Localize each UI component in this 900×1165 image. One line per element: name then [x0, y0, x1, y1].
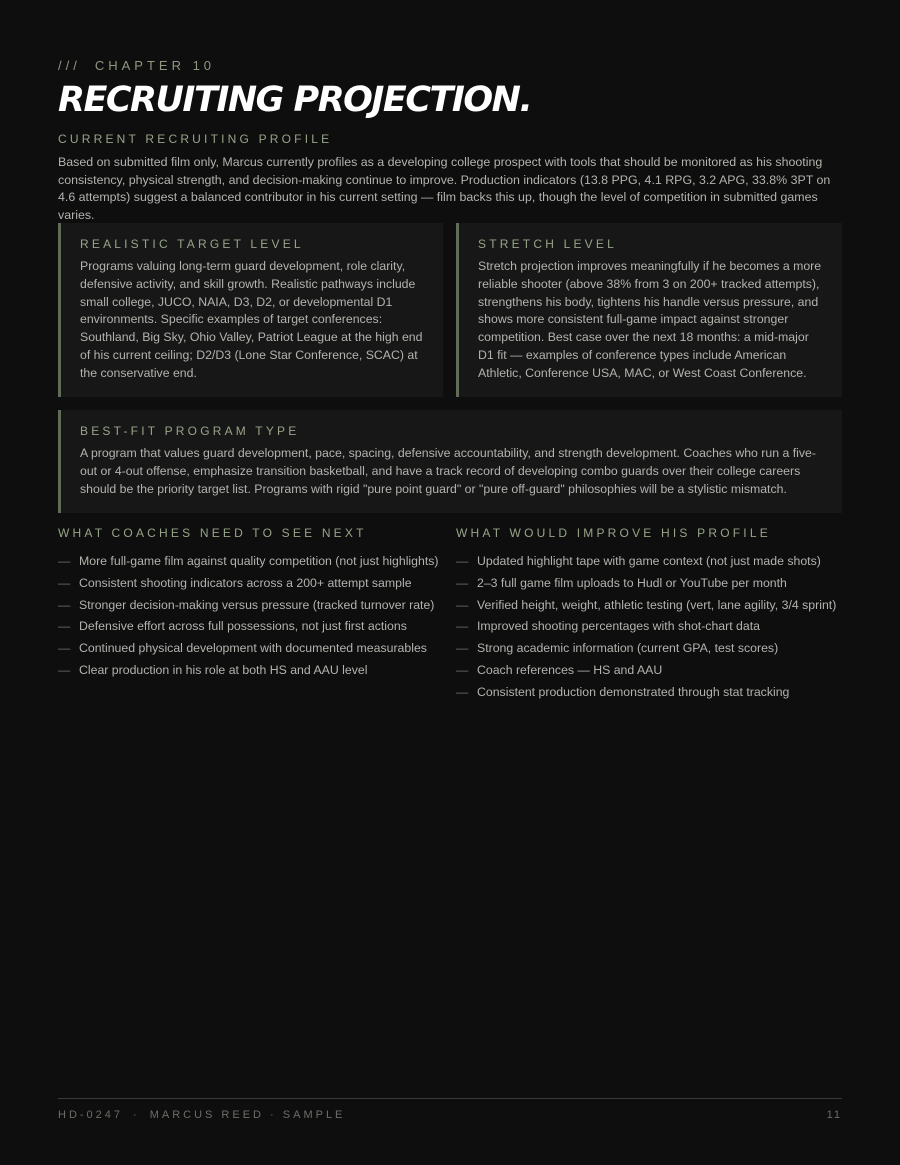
dash-bullet: — [456, 619, 469, 634]
dash-bullet: — [456, 554, 469, 568]
intro-paragraph: Based on submitted film only, Marcus currently profiles as a developing college prospect with tools that should be monitored as his shooting consistency, physical strength, and decision-making continue to improve. Production indicators (13.8 PPG, 4.1 RPG, 3.2 APG, 33.8% 3PT on 4.6 attempts) suggest a balanced contributor in his current setting — film backs this up, though the level of competition in submitted games varies. [58, 155, 831, 223]
dash-bullet: — [456, 684, 469, 699]
dash-bullet: — [58, 662, 71, 677]
list-item-text: Verified height, weight, athletic testing (vert, lane agility, 3/4 sprint) [477, 597, 837, 612]
list-item [456, 551, 846, 573]
list-item [58, 573, 448, 595]
stretch-level-card [456, 223, 842, 397]
list-item-text: 2–3 full game film uploads to Hudl or YouTube per month [477, 575, 787, 590]
list-item-text: Stronger decision-making versus pressure (tracked turnover rate) [79, 597, 435, 612]
footer-document-info [58, 1109, 345, 1121]
list-item [58, 638, 448, 660]
dash-bullet: — [456, 575, 469, 590]
list-item-text: Improved shooting percentages with shot-chart data [477, 619, 760, 634]
list-item-text: Strong academic information (current GPA, test scores) [477, 641, 779, 656]
footer-subtitle: MARCUS REED · SAMPLE [149, 1109, 346, 1121]
list-item [58, 660, 448, 682]
page-number: 11 [826, 1109, 842, 1121]
list-item [456, 682, 846, 704]
list-item-text: Defensive effort across full possessions, not just first actions [79, 619, 407, 634]
list-item-text: Updated highlight tape with game context (not just made shots) [477, 554, 821, 568]
list-item [58, 551, 448, 573]
stretch-level-text: Stretch projection improves meaningfully if he becomes a more reliable shooter (above 38% from 3 on 200+ tracked attempts), strengthens his body, tightens his handle versus pressure, and shows more consistent full-game impact against stronger competition. Best case over the next 18 months: a mid-major D1 fit — examples of conference types include American Athletic, Conference USA, MAC, or West Coast Conference. [478, 259, 822, 380]
list-item [456, 595, 846, 617]
dash-bullet: — [58, 597, 71, 612]
dash-bullet: — [58, 554, 71, 568]
dash-bullet: — [58, 575, 71, 590]
best-fit-label: BEST-FIT PROGRAM TYPE [80, 424, 300, 438]
improve-profile-label: WHAT WOULD IMPROVE HIS PROFILE [456, 526, 771, 540]
list-item-text: Clear production in his role at both HS and AAU level [79, 662, 368, 677]
realistic-target-label: REALISTIC TARGET LEVEL [80, 237, 304, 251]
best-fit-card [58, 410, 842, 513]
page-title: RECRUITING PROJECTION. [58, 80, 532, 120]
chapter-label [58, 58, 215, 73]
chapter-slashes: /// [58, 58, 81, 73]
realistic-target-text: Programs valuing long-term guard development, role clarity, defensive activity, and skill growth. Realistic pathways include small college, JUCO, NAIA, D3, D2, or developmental D1 environments. Specific examples of target conferences: Southland, Big Sky, Ohio Valley, Patriot League at the high end of his current ceiling; D2/D3 (Lone Star Conference, SCAC) at the conservative end. [80, 259, 423, 380]
realistic-target-card [58, 223, 443, 397]
footer-separator: · [133, 1109, 140, 1121]
dash-bullet: — [456, 597, 469, 612]
coaches-next-section [58, 526, 448, 682]
list-item-text: Continued physical development with documented measurables [79, 641, 427, 656]
list-item [58, 616, 448, 638]
list-item-text: More full-game film against quality competition (not just highlights) [79, 554, 439, 568]
list-item [456, 638, 846, 660]
best-fit-text: A program that values guard development, pace, spacing, defensive accountability, and strength development. Coaches who run a five-out or 4-out offense, emphasize transition basketball, and have a track record of developing combo guards over their college careers should be the priority target list. Programs with rigid "pure point guard" or "pure off-guard" philosophies will be a stylistic mismatch. [80, 446, 816, 496]
list-item [456, 573, 846, 595]
dash-bullet: — [58, 619, 71, 634]
improve-profile-section [456, 526, 846, 704]
stretch-level-label: STRETCH LEVEL [478, 237, 617, 251]
list-item-text: Consistent production demonstrated through stat tracking [477, 684, 790, 699]
coaches-next-label: WHAT COACHES NEED TO SEE NEXT [58, 526, 367, 540]
improve-profile-list [456, 551, 846, 704]
list-item-text: Coach references — HS and AAU [477, 662, 663, 677]
list-item-text: Consistent shooting indicators across a 200+ attempt sample [79, 575, 412, 590]
footer-doc-id: HD-0247 [58, 1109, 124, 1121]
dash-bullet: — [58, 641, 71, 656]
footer-divider [58, 1098, 842, 1099]
list-item [58, 595, 448, 617]
list-item [456, 616, 846, 638]
list-item [456, 660, 846, 682]
coaches-next-list [58, 551, 448, 682]
intro-section-label: CURRENT RECRUITING PROFILE [58, 132, 333, 146]
chapter-number: CHAPTER 10 [94, 58, 216, 73]
dash-bullet: — [456, 641, 469, 656]
dash-bullet: — [456, 662, 469, 677]
